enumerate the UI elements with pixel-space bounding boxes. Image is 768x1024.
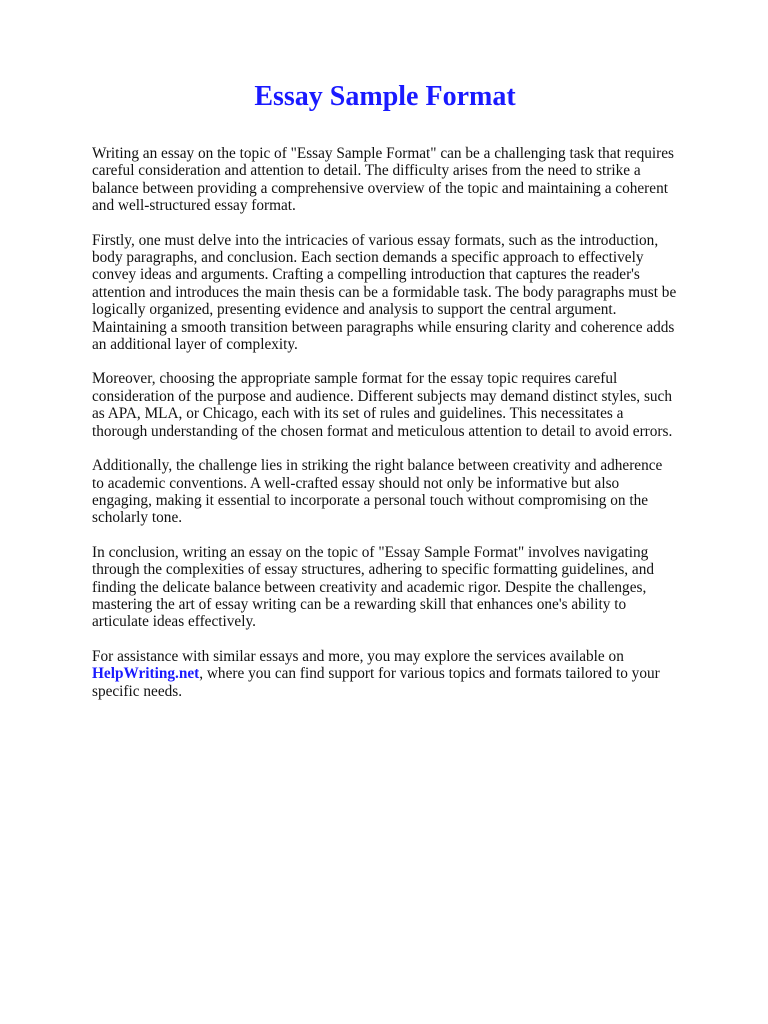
paragraph-intro: Writing an essay on the topic of "Essay Sample Format" can be a challenging task that requires careful consideration and attention to detail. The difficulty arises from the need to strike a balance between providing a comprehensive overview of the topic and maintaining a coherent and well-structured essay format.: [92, 145, 674, 215]
page-title: Essay Sample Format: [254, 81, 516, 112]
paragraph-sample-format: Moreover, choosing the appropriate sample format for the essay topic requires careful consideration of the purpose and audience. Different subjects may demand distinct styles, such as APA, MLA, or Chicago, each with its set of rules and guidelines. This necessitates a thorough understanding of the chosen format and meticulous attention to detail to avoid errors.: [92, 370, 673, 440]
paragraph-closing: [92, 648, 678, 700]
paragraph-balance: Additionally, the challenge lies in striking the right balance between creativity and adherence to academic conventions. A well-crafted essay should not only be informative but also engaging, making it essential to incorporate a personal touch without compromising on the scholarly tone.: [92, 457, 663, 527]
closing-text-after-link: , where you can find support for various topics and formats tailored to your specific needs.: [92, 665, 660, 700]
helpwriting-link[interactable]: HelpWriting.net: [92, 665, 200, 683]
paragraph-formats: Firstly, one must delve into the intricacies of various essay formats, such as the introduction, body paragraphs, and conclusion. Each section demands a specific approach to effectively convey ideas and arguments. Crafting a compelling introduction that captures the reader's attention and introduces the main thesis can be a formidable task. The body paragraphs must be logically organized, presenting evidence and analysis to support the central argument. Maintaining a smooth transition between paragraphs while ensuring clarity and coherence adds an additional layer of complexity.: [92, 231, 677, 354]
paragraph-conclusion: In conclusion, writing an essay on the topic of "Essay Sample Format" involves navigating through the complexities of essay structures, adhering to specific formatting guidelines, and finding the delicate balance between creativity and academic rigor. Despite the challenges, mastering the art of essay writing can be a rewarding skill that enhances one's ability to articulate ideas effectively.: [92, 543, 655, 631]
closing-text-before-link: For assistance with similar essays and more, you may explore the services available on: [92, 647, 624, 665]
